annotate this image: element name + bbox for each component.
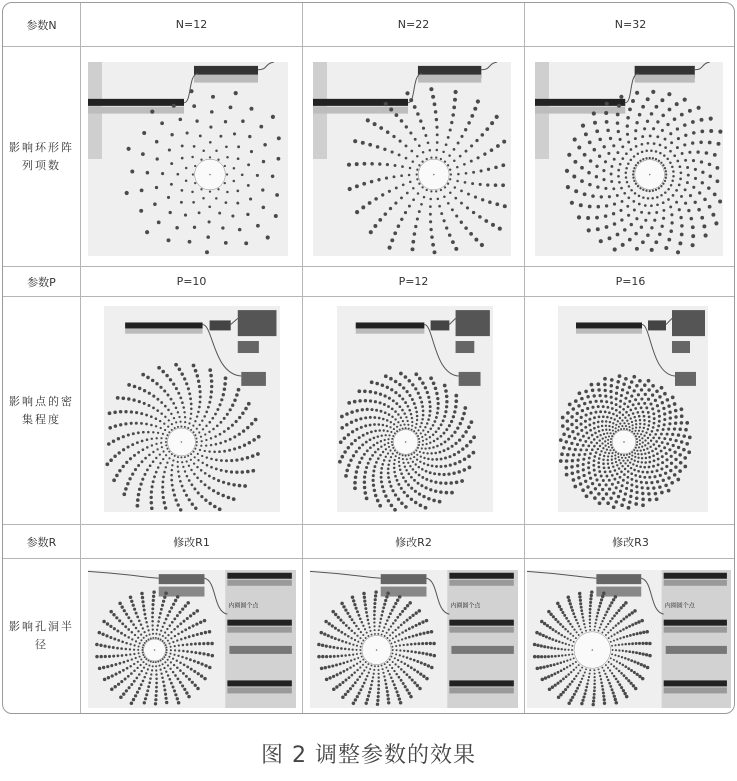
row2-description: 影响点的密集程度 bbox=[3, 297, 81, 525]
spiral-thumbnail-p16 bbox=[558, 306, 708, 512]
spiral-thumbnail-n12 bbox=[88, 62, 288, 256]
row2-header-p16: P=16 bbox=[525, 267, 735, 297]
spiral-thumbnail-p10 bbox=[104, 306, 280, 512]
node-label: 内圈圆个点 bbox=[664, 602, 695, 610]
row2-header-p12: P=12 bbox=[303, 267, 525, 297]
row2-header-p10: P=10 bbox=[81, 267, 303, 297]
node-label: 内圈圆个点 bbox=[450, 602, 481, 610]
node-label: 内圈圆个点 bbox=[228, 602, 259, 610]
spiral-thumbnail-r3 bbox=[527, 570, 731, 708]
spiral-thumbnail-n22 bbox=[313, 62, 511, 256]
spiral-thumbnail-n32 bbox=[535, 62, 723, 256]
spiral-thumbnail-r2 bbox=[310, 570, 518, 708]
row1-header-label: 参数N bbox=[3, 3, 81, 47]
spiral-thumbnail-r1 bbox=[88, 570, 296, 708]
row1-header-n32: N=32 bbox=[525, 3, 735, 47]
row3-header-label: 参数R bbox=[3, 525, 81, 559]
spiral-thumbnail-p12 bbox=[337, 306, 493, 512]
row2-header-label: 参数P bbox=[3, 267, 81, 297]
row1-description: 影响环形阵列项数 bbox=[3, 47, 81, 267]
figure-caption: 图 2 调整参数的效果 bbox=[261, 743, 476, 768]
row3-description: 影响孔洞半径 bbox=[3, 559, 81, 713]
row1-header-n12: N=12 bbox=[81, 3, 303, 47]
row3-header-r3: 修改R3 bbox=[525, 525, 735, 559]
row3-header-r1: 修改R1 bbox=[81, 525, 303, 559]
row3-header-r2: 修改R2 bbox=[303, 525, 525, 559]
row1-header-n22: N=22 bbox=[303, 3, 525, 47]
